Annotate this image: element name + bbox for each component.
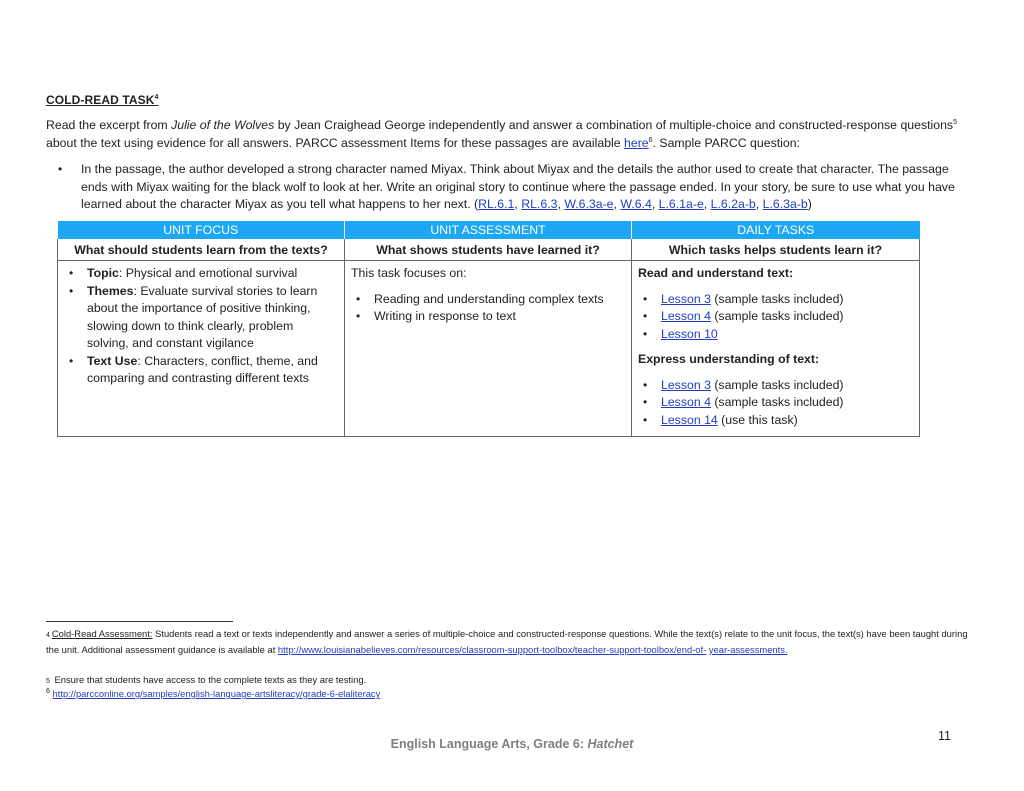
read-understand-title: Read and understand text: xyxy=(638,266,794,280)
unit-focus-cell xyxy=(58,261,345,437)
list-item: • Writing in response to text xyxy=(351,308,625,326)
text-use-text: : Characters, conflict, theme, and comparing and contrasting different texts xyxy=(87,353,318,385)
footnote-number: 6 xyxy=(46,687,50,695)
cold-read-task-heading xyxy=(46,93,159,107)
sample-question-text: In the passage, the author developed a strong character named Miyax. Think about Miyax and the details the author used to create that character. The passage ends with Miyax waiting for the black wolf to look at her. Write an original story to continue where the passage ended. In your story, be sure to use what you have learned about the character Miyax as you tell what happens to her next. (RL.6.1, RL.6.3, W.6.3a-e, W.6.4, L.6.1a-e, L.6.2a-b, L.6.3a-b) xyxy=(81,162,955,211)
page-number: 11 xyxy=(938,729,951,743)
footnote-ref-5: 5 xyxy=(953,118,957,126)
lesson-note: (sample tasks included) xyxy=(710,291,844,306)
page-footer xyxy=(0,737,1024,751)
unit-focus-header: UNIT FOCUS xyxy=(58,221,345,239)
unit-table xyxy=(57,221,920,437)
lesson-link[interactable]: Lesson 3 xyxy=(661,377,711,392)
intro-paragraph xyxy=(46,117,976,152)
footnote-6 xyxy=(46,687,981,701)
daily-tasks-header: DAILY TASKS xyxy=(632,221,920,239)
footnote-text: Students read a text or texts independently and answer a series of multiple-choice and constructed-response questions. While the text(s) relate to the unit focus, the text(s) have been taught during the unit. Additional assessment guidance is available at xyxy=(46,628,968,655)
intro-text-1: Read the excerpt from xyxy=(46,118,172,132)
intro-text-2: by Jean Craighead George independently and answer a combination of multiple-choice and constructed-response questions xyxy=(274,118,954,132)
standard-link[interactable]: L.6.2a-b xyxy=(710,197,756,211)
book-title: Julie of the Wolves xyxy=(171,118,275,132)
intro-text-4: . Sample PARCC question: xyxy=(652,135,800,150)
assessment-intro: This task focuses on: xyxy=(351,266,467,280)
footnote-divider xyxy=(46,621,233,622)
lesson-link[interactable]: Lesson 10 xyxy=(661,326,718,341)
themes-text: : Evaluate survival stories to learn about the importance of positive thinking, slowing down to think clearly, problem solving, and constant vigilance xyxy=(87,283,318,350)
lesson-note: (sample tasks included) xyxy=(710,377,844,392)
topic-item xyxy=(64,265,338,283)
topic-text: : Physical and emotional survival xyxy=(118,266,298,280)
express-understanding-title: Express understanding of text: xyxy=(638,352,820,366)
standard-link[interactable]: L.6.1a-e xyxy=(658,197,704,211)
list-item xyxy=(638,394,913,412)
text-use-item xyxy=(64,353,338,388)
end-of-year-link[interactable]: http://www.louisianabelieves.com/resources/classroom-support-toolbox/teacher-support-toolbox/end-of- xyxy=(277,644,707,655)
bullet-icon: • xyxy=(58,162,63,176)
standard-link[interactable]: L.6.3a-b xyxy=(762,197,808,211)
daily-tasks-subheader: Which tasks helps students learn it? xyxy=(632,239,920,261)
heading-label: COLD-READ TASK xyxy=(46,93,155,107)
lesson-link[interactable]: Lesson 4 xyxy=(661,309,711,323)
list-item xyxy=(638,308,913,326)
themes-label: Themes xyxy=(87,283,134,298)
lesson-note: (use this task) xyxy=(717,412,798,427)
standard-link[interactable]: RL.6.3 xyxy=(521,197,558,211)
question-text: In the passage, the author developed a strong character named Miyax. Think about Miyax and the details the author used to create that character. The passage ends with Miyax waiting for the black wolf to look at her. Write an original story to continue where the passage ended. In your story, be sure to use what you have learned about the character Miyax as you tell what happens to her next. ( xyxy=(81,162,955,211)
unit-assessment-cell xyxy=(345,261,632,437)
text-use-label: Text Use xyxy=(87,353,138,368)
lesson-note: (sample tasks included) xyxy=(710,395,844,409)
footnote-number: 5 xyxy=(46,678,50,685)
footnote-number: 4 xyxy=(46,632,50,639)
footer-text: English Language Arts, Grade 6: xyxy=(390,737,588,751)
sample-question xyxy=(58,161,978,214)
parcc-sample-link[interactable]: http://parcconline.org/samples/english-language-artsliteracy/grade-6-elaliteracy xyxy=(52,688,381,699)
list-item xyxy=(638,412,913,430)
close-paren: ) xyxy=(807,197,812,211)
lesson-link[interactable]: Lesson 4 xyxy=(661,395,711,409)
intro-text-3: about the text using evidence for all answers. PARCC assessment Items for these passages are available xyxy=(46,135,625,150)
themes-item xyxy=(64,283,338,353)
list-item xyxy=(638,377,913,395)
end-of-year-link-cont[interactable]: year-assessments. xyxy=(708,644,788,655)
list-item xyxy=(638,291,913,309)
footnote-text: Ensure that students have access to the complete texts as they are testing. xyxy=(54,674,367,685)
topic-label: Topic xyxy=(87,266,119,280)
unit-focus-subheader: What should students learn from the texts? xyxy=(58,239,345,261)
footer-title: Hatchet xyxy=(587,737,634,751)
standard-link[interactable]: W.6.3a-e xyxy=(564,197,614,211)
footnote-ref-4: 4 xyxy=(154,94,159,101)
lesson-link[interactable]: Lesson 14 xyxy=(661,412,718,427)
list-item xyxy=(638,326,913,344)
footnote-label: Cold-Read Assessment: xyxy=(51,628,153,639)
standard-link[interactable]: RL.6.1 xyxy=(478,197,515,211)
standard-link[interactable]: W.6.4 xyxy=(620,197,652,211)
lesson-link[interactable]: Lesson 3 xyxy=(661,291,711,306)
footnote-4 xyxy=(46,627,981,657)
unit-assessment-subheader: What shows students have learned it? xyxy=(345,239,632,261)
daily-tasks-cell xyxy=(632,261,920,437)
footnote-ref-6: 6 xyxy=(648,136,653,144)
here-link[interactable]: here xyxy=(624,135,649,150)
unit-assessment-header: UNIT ASSESSMENT xyxy=(345,221,632,239)
list-item: • Reading and understanding complex texts xyxy=(351,291,625,309)
lesson-note: (sample tasks included) xyxy=(710,309,844,323)
